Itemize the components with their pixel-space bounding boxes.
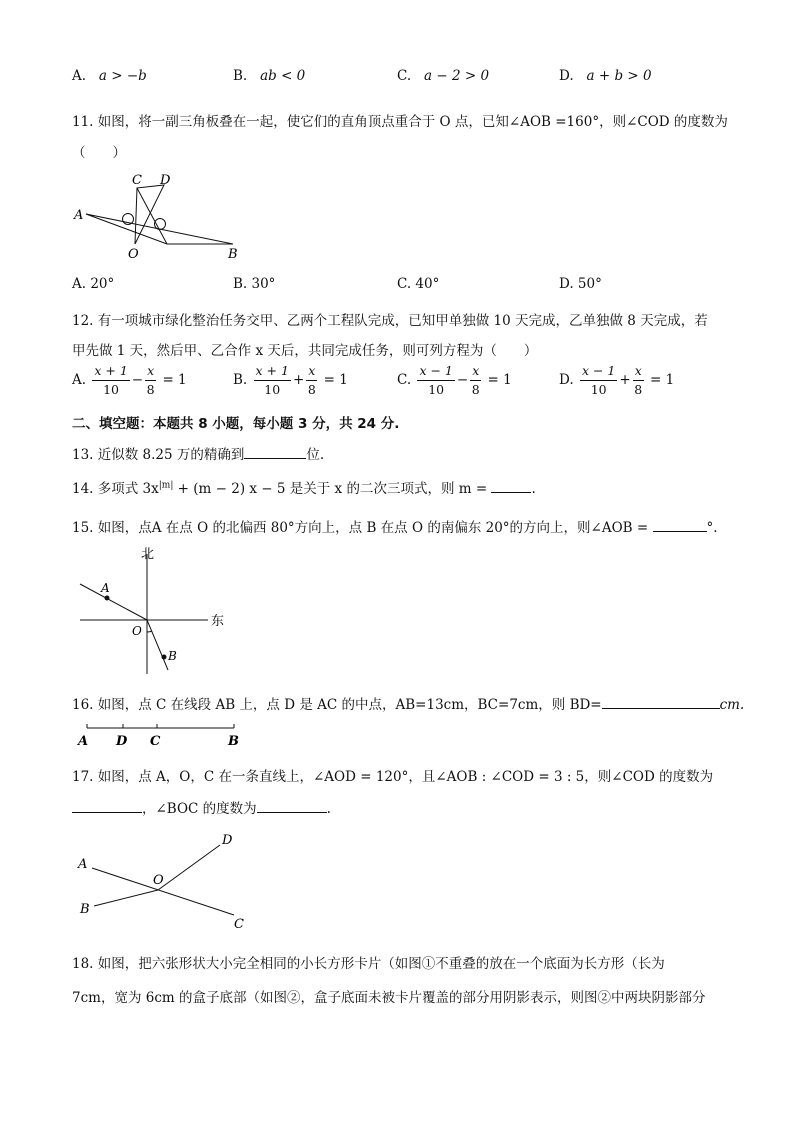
q11-option-b[interactable]: B. 30° — [233, 276, 276, 292]
q16-line: 16. 如图，点 C 在线段 AB 上，点 D 是 AC 的中点，AB=13cm，BC=7cm，则 BD= cm. — [72, 697, 745, 713]
q13-text: 13. 近似数 8.25 万的精确到 — [72, 447, 245, 463]
label-b: B — [168, 649, 177, 663]
q10-option-d[interactable] — [559, 68, 652, 84]
option-label: C. — [397, 68, 412, 84]
q11-option-a[interactable]: A. 20° — [72, 276, 115, 292]
q17-line2: ，∠BOC 的度数为 . — [72, 797, 331, 817]
label-east: 东 — [211, 614, 225, 629]
q16-answer-blank[interactable] — [602, 696, 720, 709]
q12-option-a[interactable]: A. $\frac{x + 1}{10}$ − $\frac{x}{8}$ = 1 — [72, 363, 187, 397]
q12-stem-line1: 12. 有一项城市绿化整治任务交甲、乙两个工程队完成，已知甲单独做 10 天完成，乙单独做 8 天完成，若 — [72, 313, 708, 329]
ray-ob — [147, 620, 168, 670]
label-b: B — [228, 734, 239, 749]
label-c: C — [234, 917, 244, 932]
label-a: A — [78, 734, 89, 749]
option-label: A. — [72, 68, 87, 84]
q12-option-c[interactable]: C. $\frac{x - 1}{10}$ − $\frac{x}{8}$ = 1 — [397, 363, 512, 397]
option-label: D. — [559, 68, 574, 84]
q17-angle-figure — [70, 828, 260, 933]
q10-option-c[interactable] — [397, 68, 489, 84]
q13-line: 13. 近似数 8.25 万的精确到 位. — [72, 447, 325, 463]
q14-answer-blank[interactable] — [491, 480, 531, 493]
fraction: $\frac{x + 1}{10}$ — [94, 363, 128, 397]
q11-stem: 11. 如图，将一副三角板叠在一起，使它们的直角顶点重合于 O 点，已知∠AOB =160°，则∠COD 的度数为 — [72, 114, 728, 130]
label-a: A — [101, 581, 110, 595]
q15-line: 15. 如图，点A 在点 O 的北偏西 80°方向上，点 B 在点 O 的南偏东 20°的方向上，则∠AOB = °. — [72, 520, 718, 536]
q14-text: 14. 多项式 3x — [72, 481, 159, 497]
fraction: $\frac{x}{8}$ — [146, 363, 155, 397]
section-title: 二、填空题：本题共 8 小题，每小题 3 分，共 24 分. — [72, 416, 400, 432]
point-b — [162, 655, 167, 660]
q15-direction-figure — [70, 542, 240, 677]
option-expression: a > −b — [98, 68, 147, 84]
q10-option-b[interactable] — [233, 68, 305, 84]
point-a — [105, 596, 110, 601]
q10-option-a[interactable] — [72, 68, 147, 84]
option-label: D. — [559, 372, 574, 388]
fraction: $\frac{x}{8}$ — [634, 363, 643, 397]
q11-option-d[interactable]: D. 50° — [559, 276, 602, 292]
fraction: $\frac{x}{8}$ — [471, 363, 480, 397]
label-o: O — [128, 247, 139, 262]
option-expression: ab < 0 — [260, 68, 306, 84]
ray-oa — [80, 584, 147, 620]
q14-line: 14. 多项式 $3x^{|m|} + (m - 2) x - 5$ 是关于 x 的二次三项式，则 m = . — [72, 480, 536, 497]
option-expression: a + b > 0 — [586, 68, 652, 84]
q17-answer-blank-boc[interactable] — [257, 800, 327, 813]
q11-answer-paren: （ ） — [72, 145, 126, 161]
q12-option-b[interactable]: B. $\frac{x + 1}{10}$ + $\frac{x}{8}$ = 1 — [233, 363, 348, 397]
option-label: B. — [233, 372, 248, 388]
ray-od — [158, 845, 220, 890]
label-d: D — [116, 734, 128, 749]
option-label: B. — [233, 68, 248, 84]
label-north: 北 — [141, 547, 155, 562]
q15-answer-blank[interactable] — [653, 519, 707, 532]
fraction: $\frac{x}{8}$ — [307, 363, 316, 397]
option-label: C. — [397, 372, 412, 388]
label-a: A — [74, 208, 84, 223]
option-expression: a − 2 > 0 — [424, 68, 490, 84]
label-o: O — [153, 873, 164, 888]
ray-ob — [94, 890, 158, 906]
q12-stem-line2: 甲先做 1 天，然后甲、乙合作 x 天后，共同完成任务，则可列方程为（ ） — [72, 343, 538, 359]
q16-text: 16. 如图，点 C 在线段 AB 上，点 D 是 AC 的中点，AB=13cm，BC=7cm，则 BD= — [72, 697, 602, 713]
fraction: $\frac{x - 1}{10}$ — [581, 363, 616, 397]
q16-segment-figure — [70, 720, 250, 750]
label-b: B — [228, 247, 238, 262]
label-o: O — [132, 624, 142, 638]
label-d: D — [160, 173, 171, 188]
q18-line2: 7cm，宽为 6cm 的盒子底部（如图②，盒子底面未被卡片覆盖的部分用阴影表示，则图②中两块阴影部分 — [72, 990, 706, 1006]
label-c: C — [132, 173, 142, 188]
fraction: $\frac{x + 1}{10}$ — [255, 363, 289, 397]
q11-option-c[interactable]: C. 40° — [397, 276, 440, 292]
label-b: B — [80, 902, 90, 917]
q17-answer-blank-cod[interactable] — [72, 800, 142, 813]
option-label: A. — [72, 372, 87, 388]
q18-line1: 18. 如图，把六张形状大小完全相同的小长方形卡片（如图①不重叠的放在一个底面为长方形（长为 — [72, 956, 665, 972]
triangle-cod — [135, 185, 164, 244]
q11-triangle-figure — [70, 170, 270, 265]
label-d: D — [222, 833, 233, 848]
q17-stem: 17. 如图，点 A，O，C 在一条直线上，∠AOD = 120°，且∠AOB : ∠COD = 3 : 5，则∠COD 的度数为 — [72, 769, 714, 785]
q15-text: 15. 如图，点A 在点 O 的北偏西 80°方向上，点 B 在点 O 的南偏东 20°的方向上，则∠AOB = — [72, 520, 649, 536]
fraction: $\frac{x - 1}{10}$ — [419, 363, 453, 397]
q13-answer-blank[interactable] — [244, 446, 306, 459]
label-c: C — [150, 734, 161, 749]
q12-option-d[interactable]: D. $\frac{x - 1}{10}$ + $\frac{x}{8}$ = 1 — [559, 363, 675, 397]
label-a: A — [78, 857, 88, 872]
